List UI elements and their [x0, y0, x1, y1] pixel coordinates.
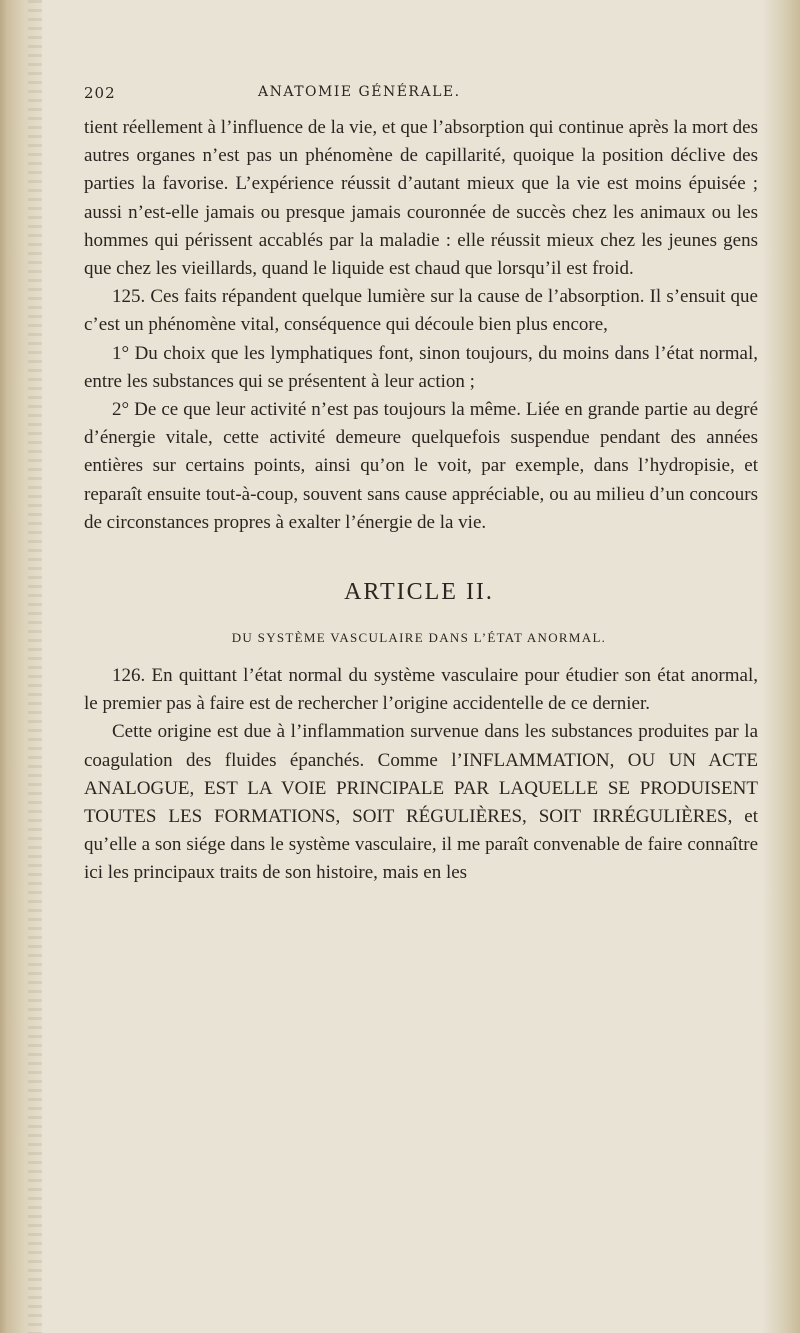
body-text [72, 114, 766, 537]
book-page [72, 84, 766, 888]
page-number: 202 [84, 84, 116, 102]
binding-stitches [28, 0, 42, 1333]
paragraph-point-1: 1° Du choix que les lymphatiques font, sinon toujours, du moins dans l’état normal, entre les substances qui se présentent à leur action ; [84, 342, 758, 392]
article-subheading: DU SYSTÈME VASCULAIRE DANS L’ÉTAT ANORMAL. [231, 630, 607, 646]
paragraph-point-2: 2° De ce que leur activité n’est pas toujours la même. Liée en grande partie au degré d’énergie vitale, cette activité demeure quelquefois suspendue pendant des années entières sur certains points, ainsi qu’on le voit, par exemple, dans l’hydropisie, et reparaît ensuite tout-à-coup, souvent sans cause appréciable, ou au milieu d’un concours de circonstances propres à exalter l’énergie de la vie. [84, 399, 758, 533]
paragraph-continuation: tient réellement à l’influence de la vie, et que l’absorption qui continue après la mort des autres organes n’est pas un phénomène de capillarité, quoique la position déclive des parties la favorise. L’expérience réussit d’autant mieux que la vie est moins épuisée ; aussi n’est-elle jamais ou presque jamais couronnée de succès chez les animaux ou les hommes qui périssent accablés par la maladie : elle réussit mieux chez les jeunes gens que chez les vieillards, quand le liquide est chaud que lorsqu’il est froid. [84, 117, 758, 280]
running-title: ANATOMIE GÉNÉRALE. [258, 84, 461, 100]
running-head [72, 84, 766, 114]
paragraph-125: 125. Ces faits répandent quelque lumière sur la cause de l’absorption. Il s’ensuit que c’est un phénomène vital, conséquence qui découle bien plus encore, [84, 286, 758, 336]
body-text-article [72, 662, 766, 888]
article-heading: ARTICLE II. [344, 579, 494, 606]
paragraph-126: 126. En quittant l’état normal du système vasculaire pour étudier son état anormal, le premier pas à faire est de rechercher l’origine accidentelle de ce dernier. [84, 665, 758, 715]
paragraph-origin: Cette origine est due à l’inflammation survenue dans les substances produites par la coagulation des fluides épanchés. Comme l’INFLAMMATION, OU UN ACTE ANALOGUE, EST LA VOIE PRINCIPALE PAR LAQUELLE SE PRODUISENT TOUTES LES FORMATIONS, SOIT RÉGULIÈRES, SOIT IRRÉGULIÈRES, et qu’elle a son siége dans le système vasculaire, il me paraît convenable de faire connaître ici les principaux traits de son histoire, mais en les [84, 721, 758, 884]
page-edge-shadow [762, 0, 800, 1333]
